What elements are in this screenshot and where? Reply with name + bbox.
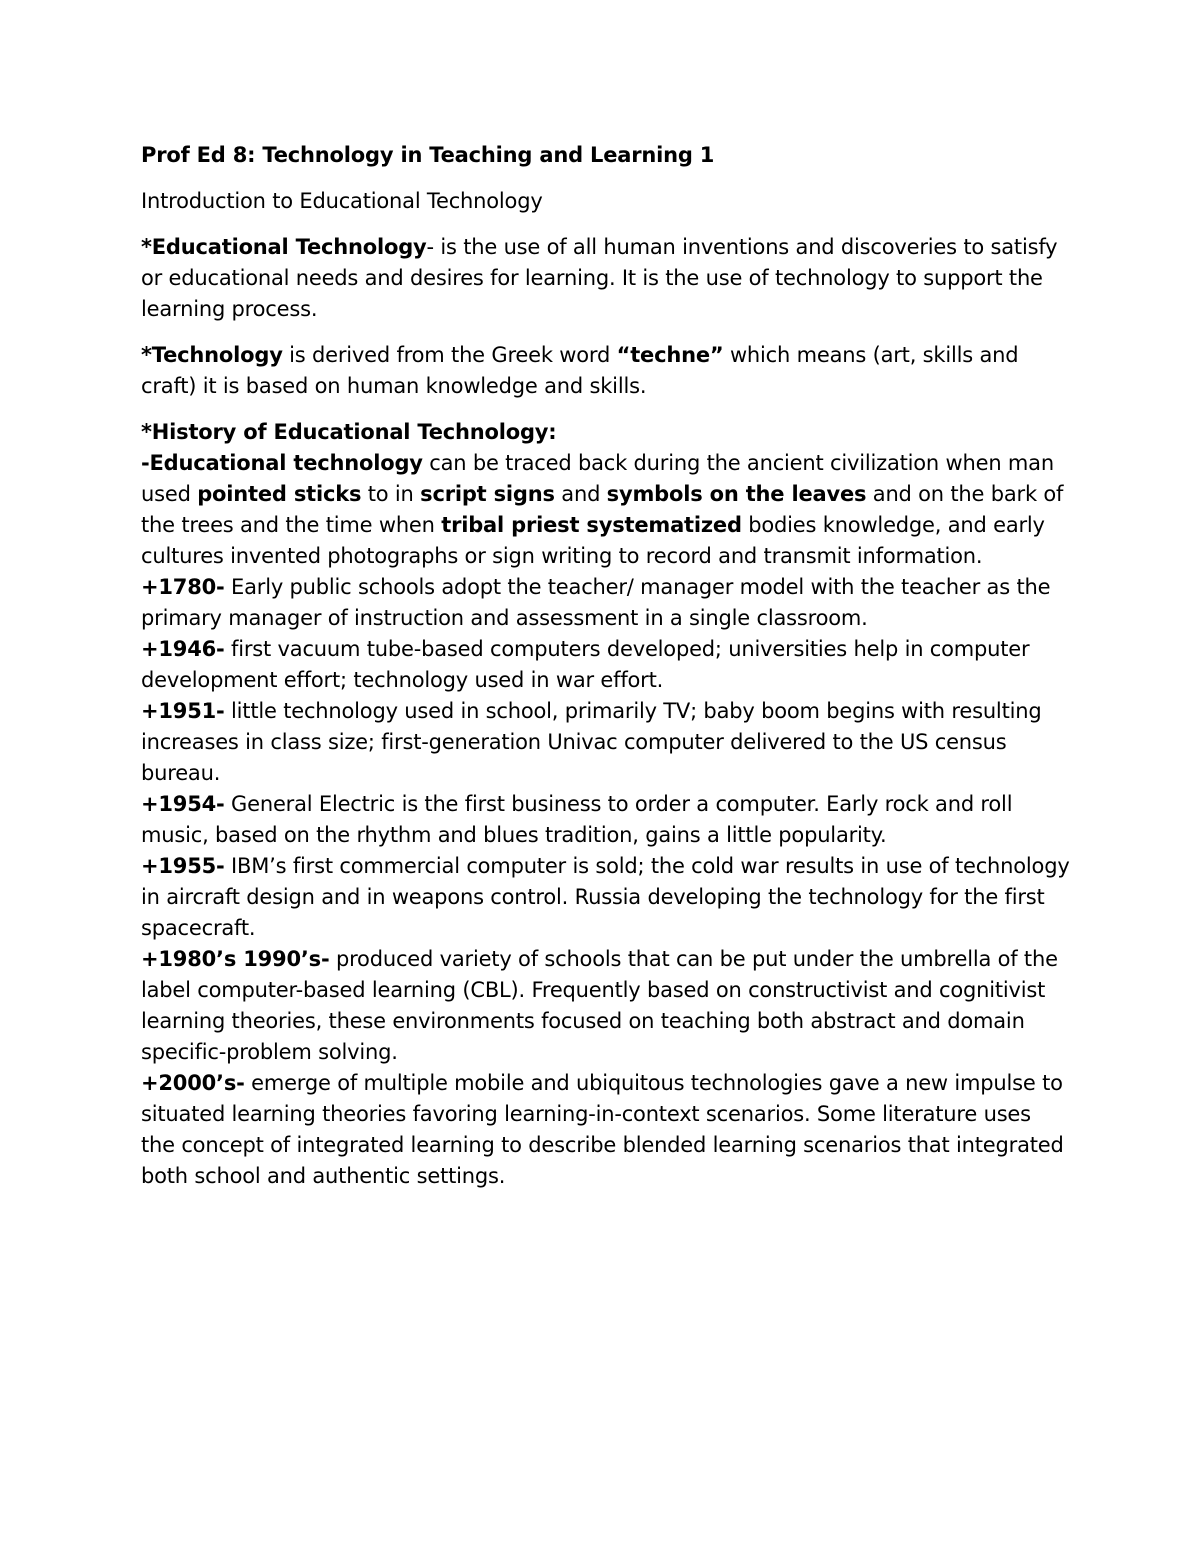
intro-bold-2: pointed sticks [197,482,362,506]
timeline-text: little technology used in school, primarily TV; baby boom begins with resulting increases in class size; first-generation Univac computer delivered to the US census bureau. [141,699,1042,785]
history-heading [141,417,1071,448]
intro-text-1: can be traced back during the ancient civilization when man used [141,451,1054,506]
timeline-year: +1951- [141,699,225,723]
timeline-year: +1955- [141,854,225,878]
timeline-entry-2000s [141,1068,1071,1192]
intro-bold-1: -Educational technology [141,451,423,475]
timeline-entry-1955 [141,851,1071,944]
intro-bold-3: script signs [420,482,555,506]
timeline-text: IBM’s first commercial computer is sold; the cold war results in use of technology in aircraft design and in weapons control. Russia developing the technology for the first spacecraft. [141,854,1070,940]
timeline-text: first vacuum tube-based computers developed; universities help in computer development effort; technology used in war effort. [141,637,1030,692]
intro-text-2: to in [361,482,421,506]
timeline-entry-1954 [141,789,1071,851]
timeline-entry-1780 [141,572,1071,634]
timeline-year: +1946- [141,637,225,661]
intro-bold-5: tribal priest systematized [441,513,742,537]
timeline-text: Early public schools adopt the teacher/ manager model with the teacher as the primary manager of instruction and assessment in a single classroom. [141,575,1051,630]
technology-text-1: is derived from the Greek word [282,343,617,367]
timeline-entry-1946 [141,634,1071,696]
timeline-year: +1980’s 1990’s- [141,947,330,971]
timeline-entry-1980s-1990s [141,944,1071,1068]
timeline-text: produced variety of schools that can be put under the umbrella of the label computer-based learning (CBL). Frequently based on constructivist and cognitivist learning theories, these environments focused on teaching both abstract and domain specific-problem solving. [141,947,1058,1064]
history-heading-text: *History of Educational Technology: [141,420,557,444]
timeline-text: emerge of multiple mobile and ubiquitous technologies gave a new impulse to situated learning theories favoring learning-in-context scenarios. Some literature uses the concept of integrated learning to describe blended learning scenarios that integrated both school and authentic settings. [141,1071,1064,1188]
technology-paragraph [141,340,1071,402]
definition-text: - is the use of all human inventions and discoveries to satisfy or educational needs and desires for learning. It is the use of technology to support the learning process. [141,235,1058,321]
history-intro-paragraph [141,448,1071,572]
techne-word: “techne” [616,343,724,367]
timeline-year: +1780- [141,575,225,599]
technology-term: *Technology [141,343,283,367]
intro-text-3: and [554,482,607,506]
timeline-text: General Electric is the first business to order a computer. Early rock and roll music, based on the rhythm and blues tradition, gains a little popularity. [141,792,1013,847]
technology-text-2: which means (art, skills and craft) it is based on human knowledge and skills. [141,343,1019,398]
timeline-year: +2000’s- [141,1071,245,1095]
timeline-entry-1951 [141,696,1071,789]
document-body [141,140,1071,1192]
definition-paragraph [141,232,1071,325]
definition-term: *Educational Technology [141,235,427,259]
timeline-year: +1954- [141,792,225,816]
intro-text-4: and on the bark of the trees and the time when [141,482,1064,537]
intro-bold-4: symbols on the leaves [606,482,867,506]
document-subtitle: Introduction to Educational Technology [141,189,543,213]
intro-text-5: bodies knowledge, and early cultures invented photographs or sign writing to record and transmit information. [141,513,1045,568]
document-title: Prof Ed 8: Technology in Teaching and Learning 1 [141,143,715,167]
